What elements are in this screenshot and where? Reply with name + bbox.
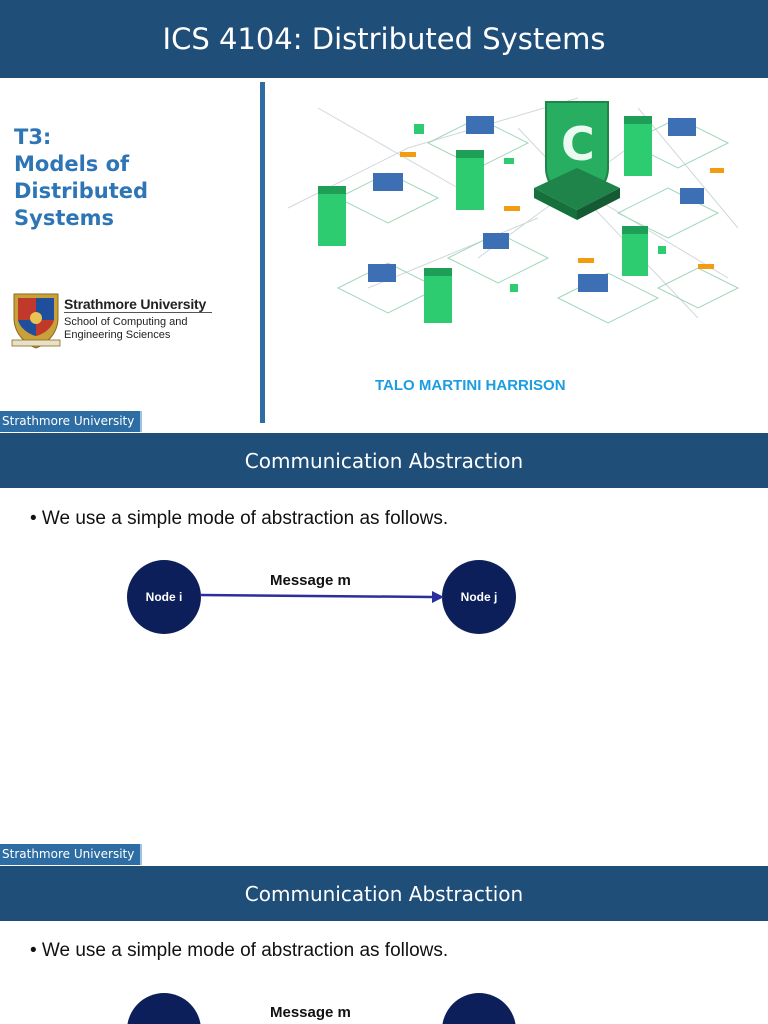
bullet-text: • We use a simple mode of abstraction as follows. <box>30 508 449 529</box>
node-j-circle <box>442 993 516 1024</box>
slide-header-text: Communication Abstraction <box>244 881 524 906</box>
footer-university-tag: Strathmore University <box>0 844 142 865</box>
slide-header-text: Communication Abstraction <box>244 448 524 473</box>
author-name: TALO MARTINI HARRISON <box>375 377 566 394</box>
message-label: Message m <box>270 572 351 589</box>
message-label: Message m <box>270 1004 351 1021</box>
network-illustration <box>278 88 748 338</box>
node-i-label: Node i <box>145 590 183 604</box>
vertical-divider <box>260 82 265 423</box>
slide-title: ICS 4104: Distributed Systems <box>162 22 606 56</box>
bullet-text: • We use a simple mode of abstraction as follows. <box>30 940 449 961</box>
node-j-label: Node j <box>460 590 498 604</box>
node-j-circle <box>442 560 516 634</box>
svg-text:C: C <box>561 117 595 171</box>
node-i-circle <box>127 560 201 634</box>
message-arrow <box>200 588 444 606</box>
slide-header <box>0 866 768 921</box>
topic-line: Models of <box>14 152 130 176</box>
topic-heading <box>14 124 254 232</box>
topic-line: Distributed <box>14 179 149 203</box>
node-i-circle <box>127 993 201 1024</box>
topic-line: Systems <box>14 206 114 230</box>
logo-divider <box>64 312 212 313</box>
slide-title-bar <box>0 0 768 78</box>
slide-header <box>0 433 768 488</box>
footer-university-tag: Strathmore University <box>0 411 142 432</box>
logo-university-name: Strathmore University <box>64 296 207 312</box>
logo-school-name: School of Computing and Engineering Sciences <box>64 316 188 341</box>
topic-line: T3: <box>14 125 52 149</box>
